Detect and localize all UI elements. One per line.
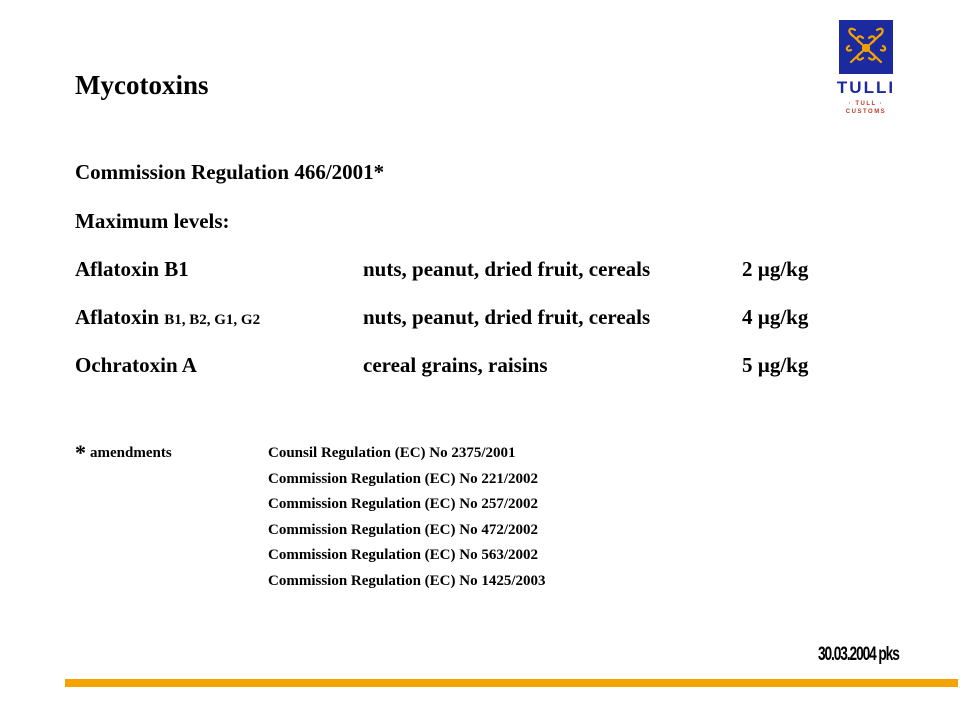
logo-subtitle: CUSTOMS — [845, 109, 887, 115]
logo-name: TULLI — [836, 78, 896, 97]
list-item: Commission Regulation (EC) No 257/2002 — [268, 496, 539, 513]
tulli-logo — [832, 20, 900, 118]
toxin-name — [75, 305, 260, 330]
slide-title: Mycotoxins — [75, 70, 209, 100]
toxin-name-text: Aflatoxin B1 — [75, 257, 189, 281]
date-stamp: 30.03.2004 pks — [818, 644, 899, 665]
footer-divider — [65, 679, 958, 687]
customs-emblem-icon — [839, 20, 893, 74]
amendments-list — [268, 441, 546, 595]
list-item: Counsil Regulation (EC) No 2375/2001 — [268, 445, 516, 461]
toxin-level: 4 µg/kg — [742, 305, 809, 329]
list-item: Commission Regulation (EC) No 1425/2003 — [268, 572, 546, 589]
toxin-level: 5 µg/kg — [742, 353, 809, 377]
toxin-name-text: Ochratoxin A — [75, 353, 197, 377]
toxin-name — [75, 353, 197, 378]
regulation-line: Commission Regulation 466/2001* — [75, 160, 385, 184]
toxin-name-suffix: B1, B2, G1, G2 — [164, 312, 261, 328]
list-item: Commission Regulation (EC) No 221/2002 — [268, 470, 539, 487]
asterisk: * — [75, 440, 86, 465]
list-item: Commission Regulation (EC) No 563/2002 — [268, 547, 539, 564]
toxin-products: nuts, peanut, dried fruit, cereals — [363, 257, 651, 281]
toxin-level: 2 µg/kg — [742, 257, 809, 281]
list-item: Commission Regulation (EC) No 472/2002 — [268, 521, 539, 538]
toxin-products: cereal grains, raisins — [363, 353, 548, 377]
max-levels-label: Maximum levels: — [75, 209, 230, 233]
toxin-name-text: Aflatoxin — [75, 305, 165, 329]
toxin-name — [75, 257, 189, 282]
toxin-products: nuts, peanut, dried fruit, cereals — [363, 305, 651, 329]
logo-subtitle: · TULL · — [848, 101, 884, 107]
amendments-label — [75, 440, 172, 466]
amendments-label-text: amendments — [90, 445, 172, 461]
